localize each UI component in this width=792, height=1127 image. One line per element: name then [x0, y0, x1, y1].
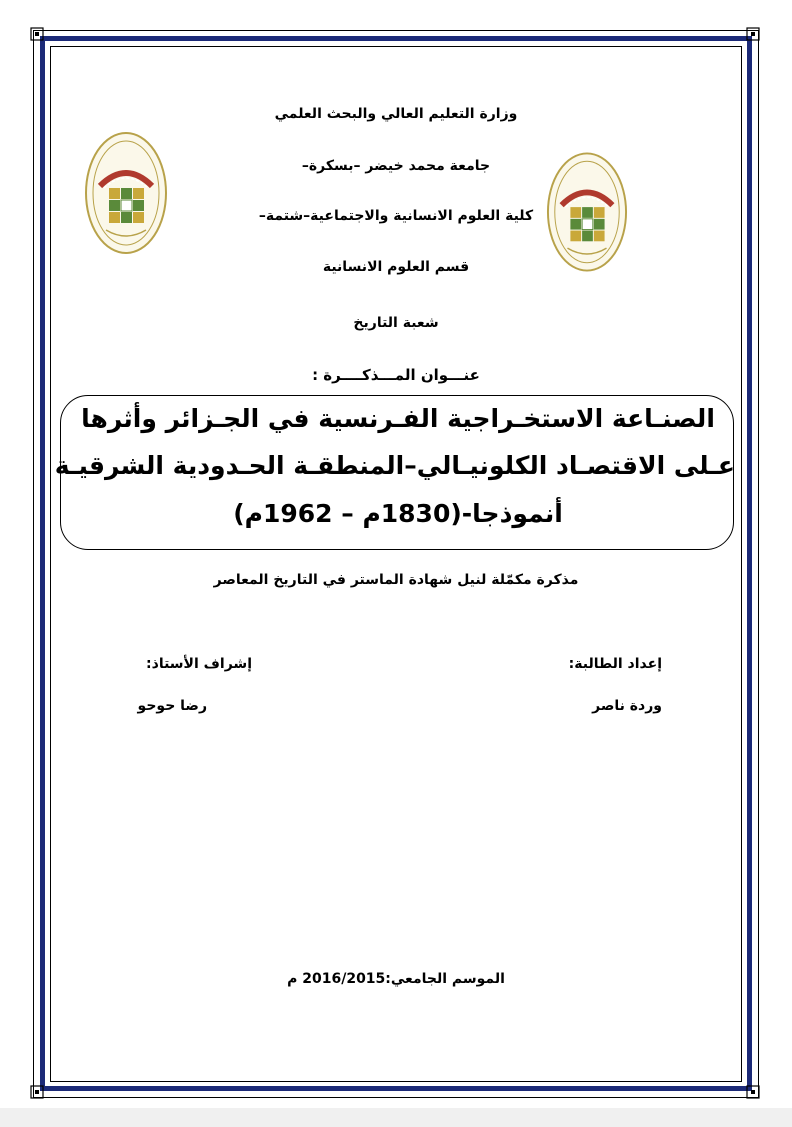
corner-ornament-icon [746, 27, 760, 41]
university-name: جامعة محمد خيضر –بسكرة– [301, 158, 491, 174]
academic-year: الموسم الجامعي:2016/2015 م [287, 971, 505, 987]
thesis-title-line-2: عـلى الاقتصـاد الكلونيـالي–المنطقـة الحـدودية الشرقيـة [54, 451, 735, 480]
thesis-title-line-1: الصنـاعة الاستخـراجية الفـرنسية في الجـزائر وأثرها [81, 404, 715, 433]
branch-name: شعبة التاريخ [353, 315, 439, 331]
supervisor-name: رضا حوحو [137, 698, 207, 714]
ministry-name: وزارة التعليم العالي والبحث العلمي [274, 106, 518, 122]
corner-ornament-icon [746, 1085, 760, 1099]
memo-title-label: عنـــوان المـــذكــــرة : [312, 366, 480, 384]
faculty-name: كلية العلوم الانسانية والاجتماعية–شتمة– [258, 208, 534, 224]
thesis-subtitle: مذكرة مكمّلة لنيل شهادة الماستر في التاريخ المعاصر [213, 572, 579, 588]
supervisor-label: إشراف الأستاذ: [146, 656, 252, 672]
university-seal-icon [546, 150, 628, 274]
university-seal-icon [84, 130, 168, 256]
student-label: إعداد الطالبة: [568, 656, 662, 672]
viewer-background [0, 1108, 792, 1127]
thesis-title-box [54, 395, 735, 550]
thesis-title-line-3: أنموذجا-(1830م – 1962م) [233, 499, 563, 528]
corner-ornament-icon [30, 1085, 44, 1099]
student-name: وردة ناصر [592, 698, 662, 714]
corner-ornament-icon [30, 27, 44, 41]
department-name: قسم العلوم الانسانية [322, 259, 470, 275]
